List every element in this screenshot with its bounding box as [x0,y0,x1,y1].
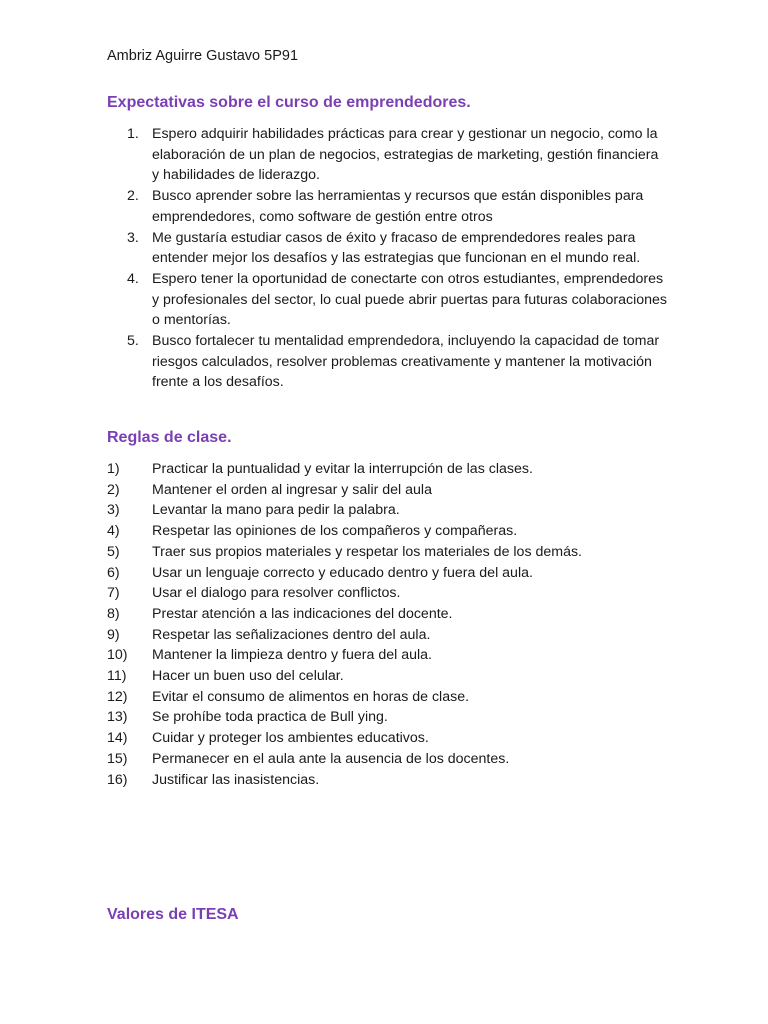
list-item [107,625,667,646]
list-item-number: 2. [127,188,139,205]
list-item [107,666,667,687]
list-item-number: 8) [107,605,120,622]
list-item-number: 7) [107,585,120,602]
list-item-number: 16) [107,771,128,788]
list-item-text: Busco aprender sobre las herramientas y recursos que están disponibles para emprendedores, como software de gestión entre otros [152,188,644,225]
list-item-number: 3. [127,229,139,246]
expectations-heading: Expectativas sobre el curso de emprendedores. [107,94,471,111]
list-item-text: Hacer un buen uso del celular. [152,668,344,685]
list-item-number: 1. [127,126,139,142]
list-item-number: 12) [107,688,128,705]
expectations-list [107,124,667,393]
list-item-number: 13) [107,709,128,726]
list-item-text: Espero adquirir habilidades prácticas para crear y gestionar un negocio, como la elaboración de un plan de negocios, estrategias de marketing, gestión financiera y habilidades de liderazgo. [152,126,659,184]
list-item-text: Usar un lenguaje correcto y educado dentro y fuera del aula. [152,564,533,581]
list-item [107,186,667,227]
list-item-number: 4) [107,523,120,540]
list-item-number: 1) [107,461,120,477]
rules-heading: Reglas de clase. [107,429,232,446]
list-item-text: Respetar las señalizaciones dentro del aula. [152,626,431,643]
list-item [107,749,667,770]
list-item-text: Practicar la puntualidad y evitar la interrupción de las clases. [152,461,533,477]
list-item-text: Busco fortalecer tu mentalidad emprendedora, incluyendo la capacidad de tomar riesgos calculados, resolver problemas creativamente y mantener la motivación frente a los desafíos. [152,333,660,391]
list-item [107,707,667,728]
list-item [107,770,667,791]
list-item-text: Prestar atención a las indicaciones del docente. [152,605,453,622]
list-item [107,228,667,269]
list-item [107,480,667,501]
list-item [107,500,667,521]
list-item-text: Levantar la mano para pedir la palabra. [152,502,400,519]
list-item-number: 15) [107,750,128,767]
list-item [107,604,667,625]
list-item-text: Se prohíbe toda practica de Bull ying. [152,709,388,726]
values-heading: Valores de ITESA [107,906,239,923]
list-item-number: 5) [107,543,120,560]
list-item [107,728,667,749]
list-item-number: 14) [107,730,128,747]
list-item [107,331,667,393]
list-item [107,645,667,666]
list-item [107,542,667,563]
list-item-text: Mantener el orden al ingresar y salir del aula [152,481,432,498]
list-item [107,687,667,708]
list-item [107,563,667,584]
rules-list [107,459,667,790]
list-item [107,459,667,480]
list-item [107,124,667,186]
list-item-text: Traer sus propios materiales y respetar los materiales de los demás. [152,543,583,560]
list-item-number: 4. [127,270,139,287]
list-item-number: 5. [127,333,139,350]
list-item-number: 10) [107,647,128,664]
list-item-text: Respetar las opiniones de los compañeros y compañeras. [152,523,518,540]
list-item-text: Permanecer en el aula ante la ausencia de los docentes. [152,750,510,767]
list-item-text: Justificar las inasistencias. [152,771,320,788]
list-item [107,583,667,604]
list-item-text: Evitar el consumo de alimentos en horas de clase. [152,688,470,705]
list-item [107,521,667,542]
author-line: Ambriz Aguirre Gustavo 5P91 [107,48,299,64]
list-item-text: Me gustaría estudiar casos de éxito y fracaso de emprendedores reales para entender mejor los desafíos y las estrategias que funcionan en el mundo real. [152,229,641,267]
list-item-number: 3) [107,502,120,519]
list-item-text: Espero tener la oportunidad de conectarte con otros estudiantes, emprendedores y profesionales del sector, lo cual puede abrir puertas para futuras colaboraciones o mentorías. [152,270,667,329]
list-item-number: 11) [107,668,127,685]
list-item-text: Usar el dialogo para resolver conflictos. [152,585,401,602]
list-item-text: Mantener la limpieza dentro y fuera del aula. [152,647,432,664]
list-item-number: 6) [107,564,120,581]
list-item [107,269,667,331]
list-item-number: 2) [107,481,120,498]
list-item-number: 9) [107,626,120,643]
list-item-text: Cuidar y proteger los ambientes educativos. [152,730,429,747]
